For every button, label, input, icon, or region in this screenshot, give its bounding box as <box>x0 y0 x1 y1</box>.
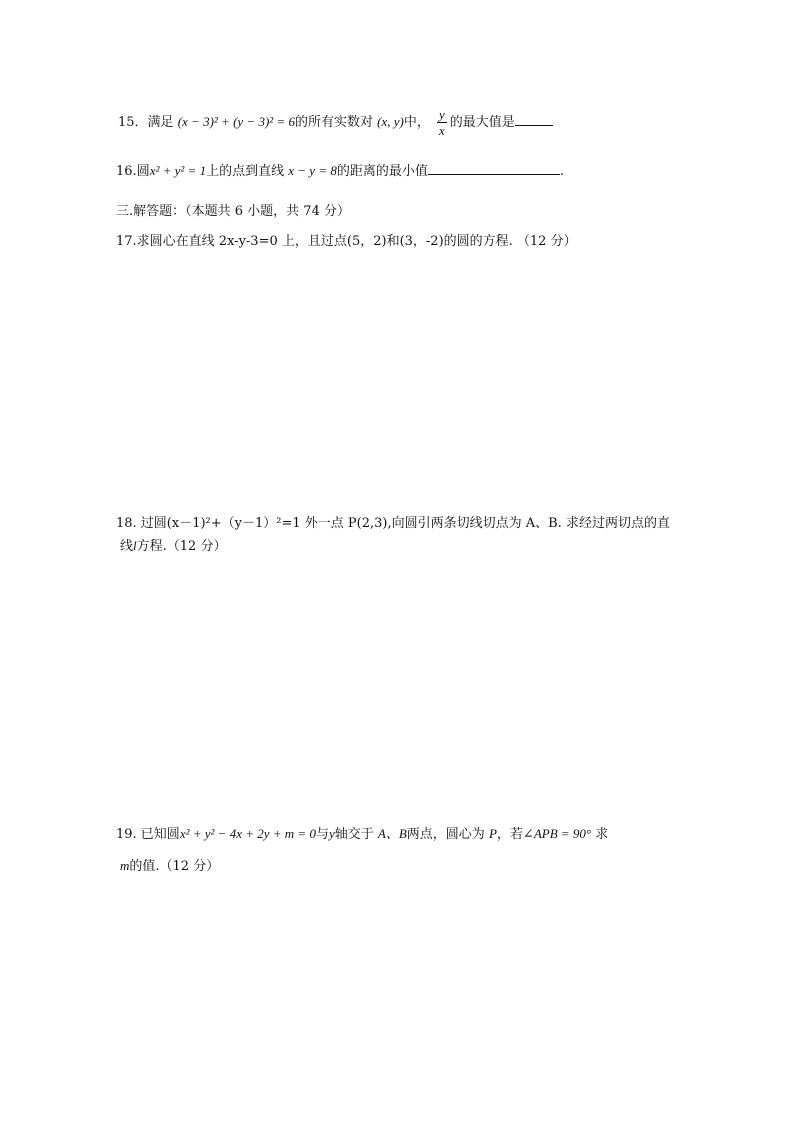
q15-answer-blank[interactable] <box>515 111 553 126</box>
q15-fraction-denominator: x <box>438 123 445 138</box>
q19-variable-m: m <box>120 858 130 873</box>
q15-fraction-numerator: y <box>438 107 445 122</box>
q15-fraction <box>437 107 447 138</box>
q16-answer-blank[interactable] <box>428 160 560 175</box>
q19-text-1: 与 <box>315 827 329 842</box>
q18-line2-text-a: 线 <box>120 539 134 554</box>
q19-line2-text: 的值.（12 分） <box>129 859 220 874</box>
q16-number: 16. <box>116 164 137 179</box>
q19-text-2: 轴交于 <box>334 827 374 842</box>
q19-text-5: 求 <box>595 827 609 842</box>
q16-end-period: . <box>559 164 564 179</box>
q16-text-1: 圆 <box>136 164 150 179</box>
q16-text-3: 的距离的最小值 <box>336 164 428 179</box>
q16-text-2: 上的点到直线 <box>206 164 285 179</box>
question-17: 17.求圆心在直线 2x-y-3=0 上，且过点(5，2)和(3，-2)的圆的方程. （12 分） <box>116 234 577 249</box>
q15-number: 15． <box>118 115 148 130</box>
q16-line-equation: x − y = 8 <box>288 163 337 178</box>
q19-equation: x² + y² − 4x + 2y + m = 0 <box>179 826 316 841</box>
q19-number: 19. 已知圆 <box>116 827 180 842</box>
q15-text-4: 的最大值是 <box>449 115 515 130</box>
q18-variable-l: l <box>133 538 137 553</box>
q15-pair: (x, y) <box>377 114 404 129</box>
q15-text-1: 满足 <box>147 115 174 130</box>
q19-text-4: ，若 <box>496 827 523 842</box>
question-16 <box>116 160 564 182</box>
q15-text-2: 的所有实数对 <box>294 115 373 130</box>
section-3-heading: 三.解答题：（本题共 6 小题，共 74 分） <box>116 204 350 219</box>
q19-variable-y: y <box>328 826 335 841</box>
q19-text-3: 两点，圆心为 <box>406 827 485 842</box>
question-19-line-2 <box>120 856 219 877</box>
question-18-line-2 <box>120 536 226 557</box>
q15-text-3: 中， <box>403 115 430 130</box>
q16-equation: x² + y² = 1 <box>149 163 207 178</box>
q15-equation: (x − 3)² + (y − 3)² = 6 <box>177 114 295 129</box>
q19-angle: ∠APB = 90° <box>522 826 592 841</box>
q19-points-ab: A、B <box>377 826 407 841</box>
q19-point-p: P <box>488 826 497 841</box>
question-19-line-1 <box>116 824 608 845</box>
q18-line2-text-b: 方程.（12 分） <box>136 539 227 554</box>
question-18-line-1: 18. 过圆(x－1)²+（y－1）²=1 外一点 P(2,3),向圆引两条切线切点为 A、B. 求经过两切点的直 <box>116 516 670 531</box>
question-15 <box>118 107 553 138</box>
